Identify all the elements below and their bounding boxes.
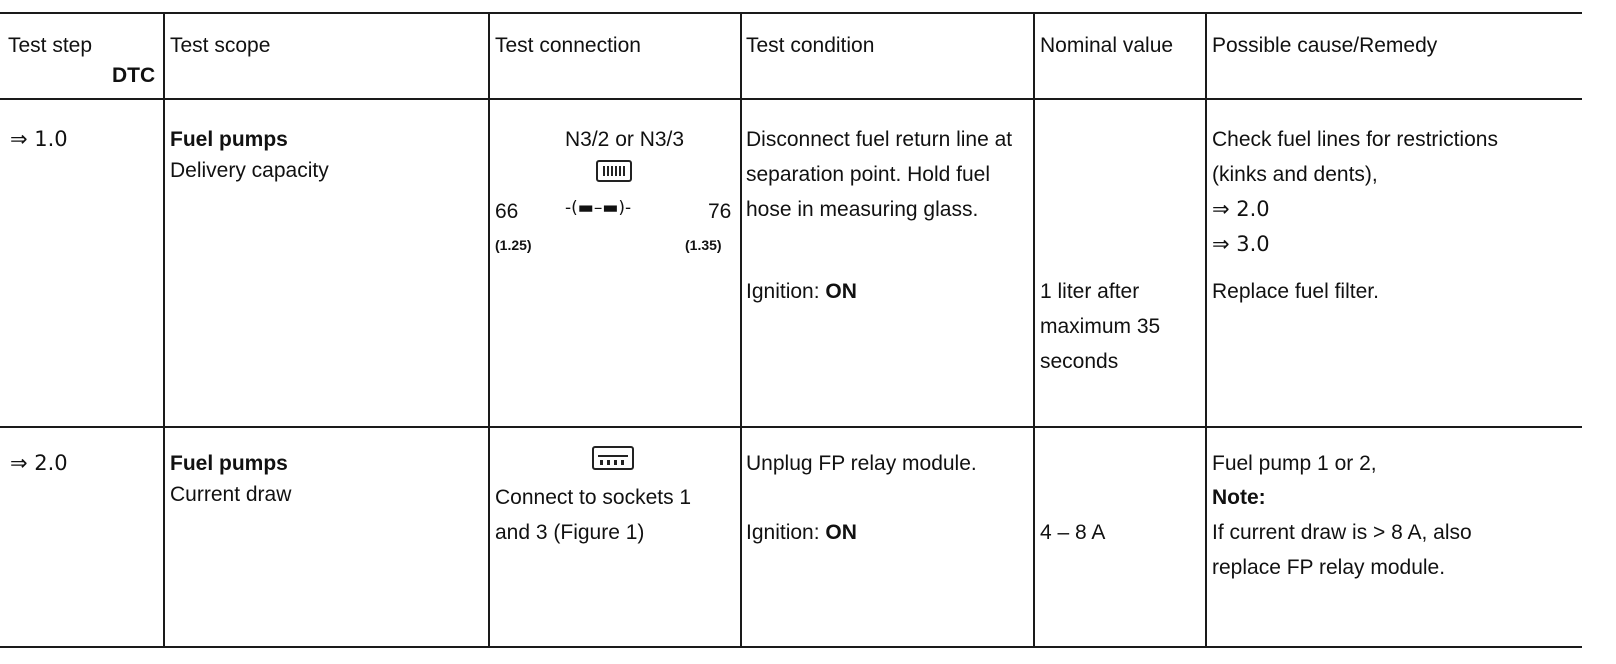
connection-line-1: Connect to sockets 1: [495, 486, 692, 509]
column-divider: [1033, 14, 1035, 648]
test-step-value: ⇒ 1.0: [10, 127, 68, 151]
condition-line-2: separation point. Hold fuel: [746, 163, 990, 186]
table-bottom-border: [0, 646, 1582, 648]
remedy-line-3: ⇒ 2.0: [1212, 197, 1270, 221]
multimeter-icon: [592, 446, 634, 470]
condition-ignition: [746, 517, 857, 548]
remedy-note: Note:: [1212, 486, 1266, 509]
test-step-value: ⇒ 2.0: [10, 451, 68, 475]
column-divider: [163, 14, 165, 648]
header-test-connection: Test connection: [495, 34, 641, 57]
header-test-scope: Test scope: [170, 34, 271, 57]
header-dtc: DTC: [112, 64, 156, 87]
header-test-step: Test step: [8, 34, 93, 57]
test-scope-title: Fuel pumps: [170, 128, 288, 151]
pin-left: 66: [495, 200, 519, 223]
remedy-line-5: Replace fuel filter.: [1212, 280, 1379, 303]
test-scope-title: Fuel pumps: [170, 452, 288, 475]
header-nominal-value: Nominal value: [1040, 34, 1174, 57]
condition-line-1: Disconnect fuel return line at: [746, 128, 1013, 151]
remedy-line-2: (kinks and dents),: [1212, 163, 1378, 186]
remedy-line-3: replace FP relay module.: [1212, 556, 1446, 579]
header-bottom-border: [0, 98, 1582, 100]
nominal-line-1: 1 liter after: [1040, 280, 1140, 303]
wire-right: (1.35): [685, 237, 722, 253]
connection-title: N3/2 or N3/3: [565, 128, 685, 151]
header-test-condition: Test condition: [746, 34, 875, 57]
link-symbol: -(▬–▬)-: [565, 198, 632, 218]
ignition-value: ON: [825, 280, 857, 303]
nominal-line-3: seconds: [1040, 350, 1119, 373]
column-divider: [488, 14, 490, 648]
remedy-line-1: Fuel pump 1 or 2,: [1212, 452, 1377, 475]
remedy-line-4: ⇒ 3.0: [1212, 232, 1270, 256]
table-top-border: [0, 12, 1582, 14]
nominal-line-2: maximum 35: [1040, 315, 1161, 338]
ignition-value: ON: [825, 521, 857, 544]
condition-line-1: Unplug FP relay module.: [746, 452, 977, 475]
pin-right: 76: [708, 200, 732, 223]
remedy-line-1: Check fuel lines for restrictions: [1212, 128, 1498, 151]
connection-line-2: and 3 (Figure 1): [495, 521, 645, 544]
column-divider: [740, 14, 742, 648]
condition-line-3: hose in measuring glass.: [746, 198, 979, 221]
remedy-line-2: If current draw is > 8 A, also: [1212, 521, 1472, 544]
ignition-label: Ignition:: [746, 280, 826, 303]
condition-ignition: [746, 276, 857, 307]
nominal-value: 4 – 8 A: [1040, 521, 1106, 544]
test-scope-subtitle: Current draw: [170, 483, 292, 506]
row-separator: [0, 426, 1582, 428]
column-divider: [1205, 14, 1207, 648]
ignition-label: Ignition:: [746, 521, 826, 544]
wire-left: (1.25): [495, 237, 532, 253]
header-possible-cause: Possible cause/Remedy: [1212, 34, 1438, 57]
test-scope-subtitle: Delivery capacity: [170, 159, 329, 182]
tester-icon: [596, 160, 632, 182]
